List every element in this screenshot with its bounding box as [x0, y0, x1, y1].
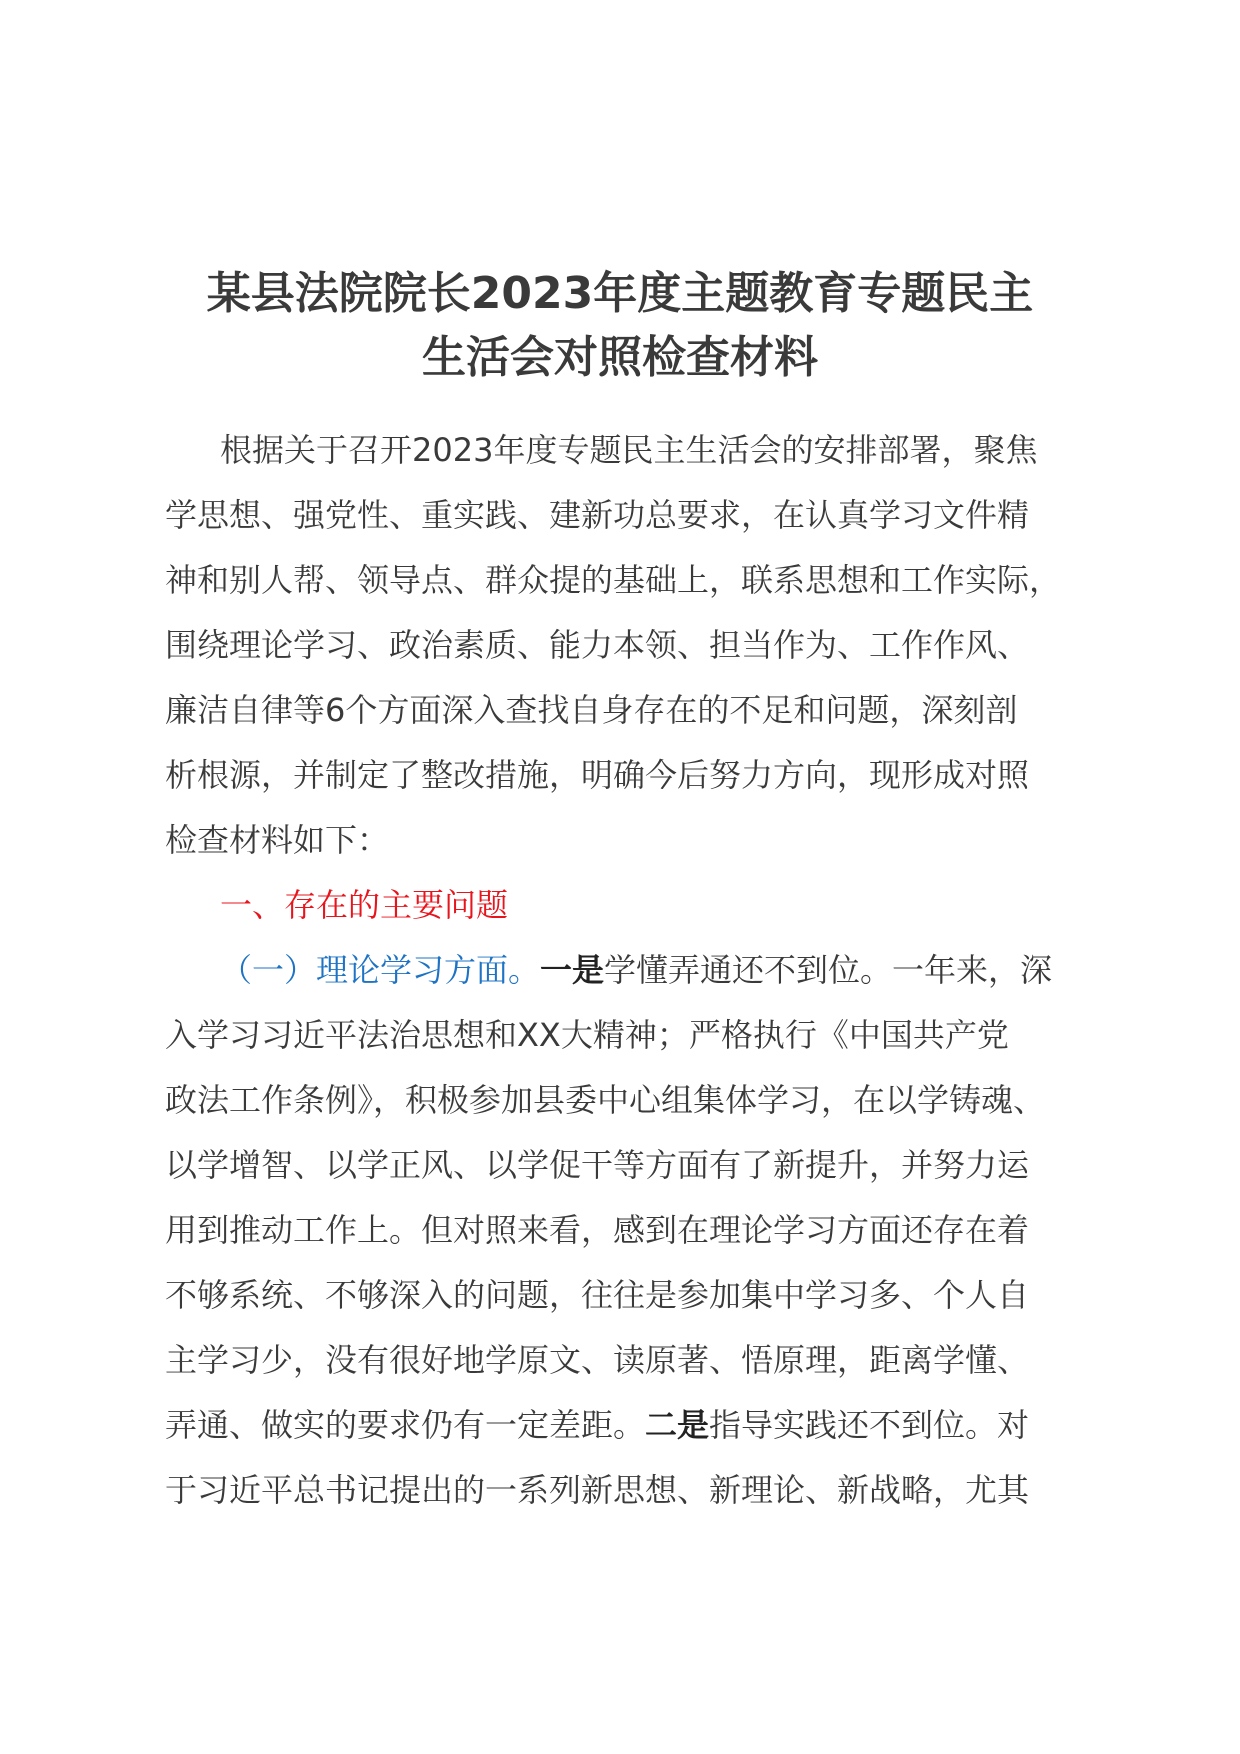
text-before-second-point: 弄通、做实的要求仍有一定差距。 [165, 1406, 646, 1444]
intro-line: 检查材料如下： [165, 821, 390, 859]
document-title [160, 262, 1080, 390]
title-line-1: 某县法院院长2023年度主题教育专题民主 [206, 268, 1034, 319]
theory-line: 主学习少，没有很好地学原文、读原著、悟原理，距离学懂、 [165, 1341, 1030, 1379]
section-heading: 一、存在的主要问题 [220, 886, 509, 924]
point-text-first: 学懂弄通还不到位。一年来，深 [604, 951, 1053, 989]
intro-line: 围绕理论学习、政治素质、能力本领、担当作为、工作作风、 [165, 626, 1030, 664]
theory-first-line [165, 938, 1095, 1003]
theory-line: 以学增智、以学正风、以学促干等方面有了新提升，并努力运 [165, 1146, 1030, 1184]
intro-line: 析根源，并制定了整改措施，明确今后努力方向，现形成对照 [165, 756, 1030, 794]
intro-line: 廉洁自律等6个方面深入查找自身存在的不足和问题，深刻剖 [165, 691, 1018, 729]
document-body [165, 418, 1095, 1523]
theory-line: 政法工作条例》，积极参加县委中心组集体学习，在以学铸魂、 [165, 1081, 1046, 1119]
intro-paragraph [165, 418, 1095, 873]
theory-line: 用到推动工作上。但对照来看，感到在理论学习方面还存在着 [165, 1211, 1030, 1249]
intro-line: 根据关于召开2023年度专题民主生活会的安排部署，聚焦 [220, 431, 1038, 469]
point-label-first: 一是 [540, 951, 605, 989]
theory-line: 于习近平总书记提出的一系列新思想、新理论、新战略，尤其 [165, 1471, 1030, 1509]
point-text-second: 指导实践还不到位。对 [709, 1406, 1030, 1444]
theory-line: 不够系统、不够深入的问题，往往是参加集中学习多、个人自 [165, 1276, 1030, 1314]
intro-line: 神和别人帮、领导点、群众提的基础上，联系思想和工作实际， [165, 561, 1062, 599]
title-line-2: 生活会对照检查材料 [422, 332, 818, 383]
intro-line: 学思想、强党性、重实践、建新功总要求，在认真学习文件精 [165, 496, 1030, 534]
theory-study-paragraph [165, 938, 1095, 1523]
point-label-second: 二是 [645, 1406, 710, 1444]
theory-line-second-point [165, 1393, 1095, 1458]
theory-line: 入学习习近平法治思想和XX大精神；严格执行《中国共产党 [165, 1016, 1009, 1054]
subsection-heading: （一）理论学习方面。 [220, 951, 541, 989]
